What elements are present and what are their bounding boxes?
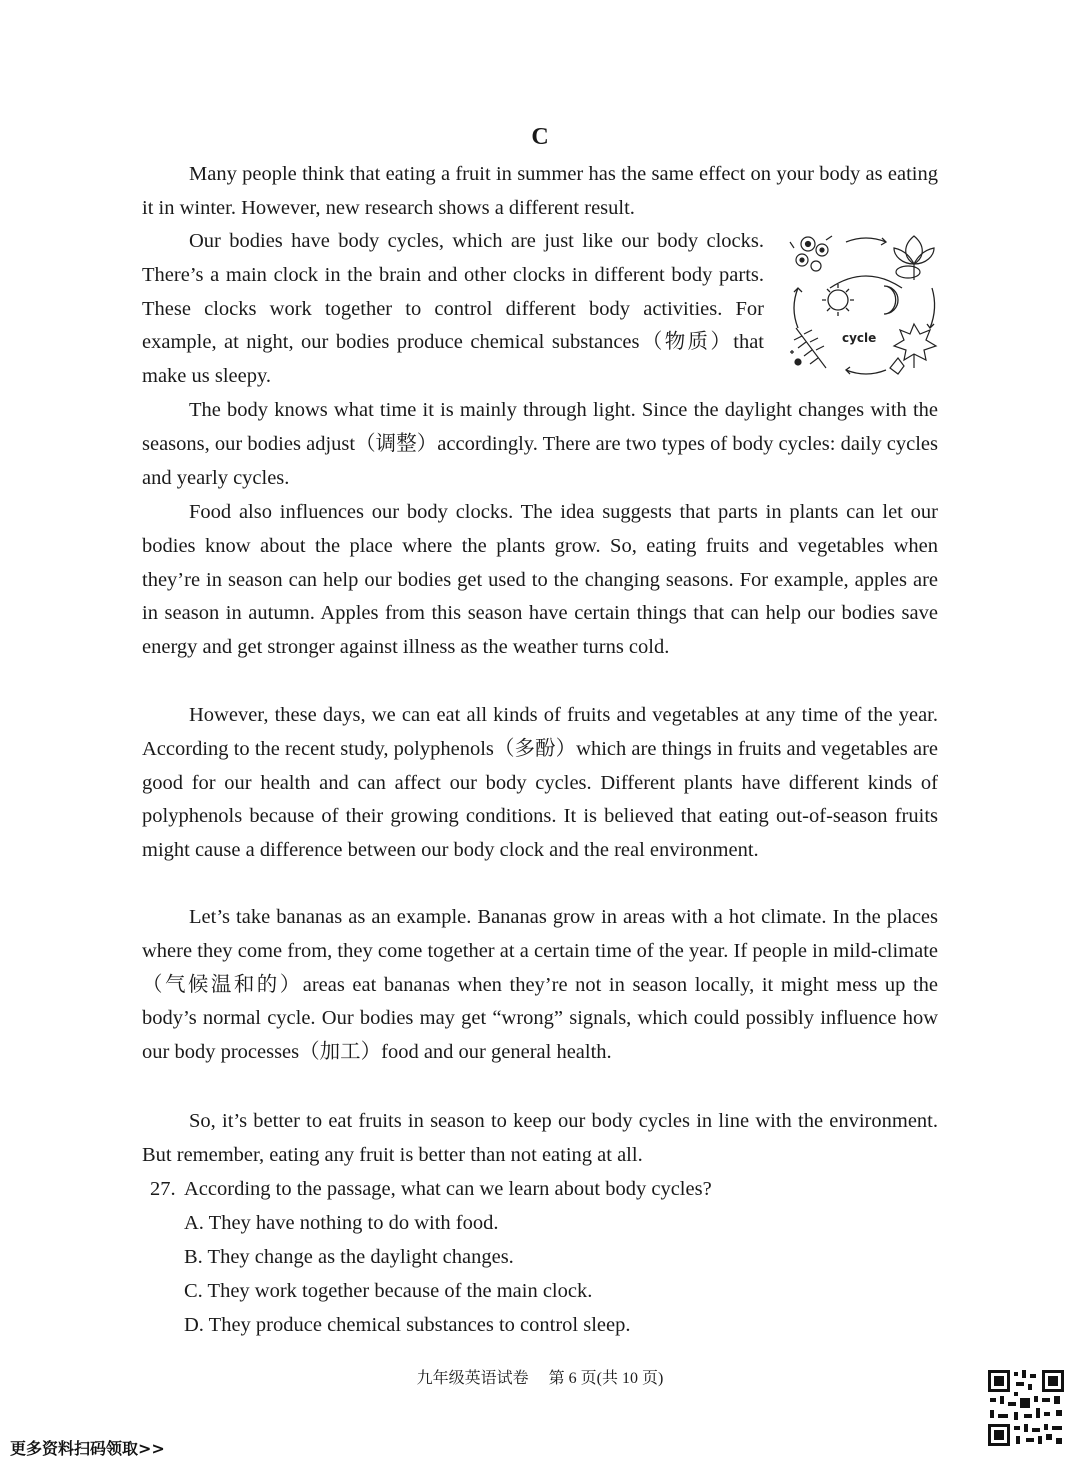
question-27 xyxy=(150,1173,712,1207)
question-number: 27. xyxy=(150,1178,176,1200)
paragraph-2: Our bodies have body cycles, which are just like our body clocks. There’s a main clock in the brain and other clocks in different body parts. These clocks work together to control different body activities. For example, at night, our bodies produce chemical substances（物质）that make us sleepy. xyxy=(142,230,764,388)
sun-icon xyxy=(822,284,854,316)
question-text: According to the passage, what can we learn about body cycles? xyxy=(184,1178,712,1200)
paragraph-4: Food also influences our body clocks. The idea suggests that parts in plants can let our bodies know about the place where the plants grow. So, eating fruits and vegetables when they’re in season can help our bodies get used to the changing seasons. For example, apples are in season in autumn. Apples from this season have certain things that can help our bodies save energy and get stronger against illness as the weather turns cold. xyxy=(142,501,938,659)
maple-leaf-icon xyxy=(890,324,936,374)
qr-code-icon[interactable] xyxy=(986,1368,1066,1448)
option-c: C. They work together because of the main clock. xyxy=(184,1280,593,1302)
flower-icon xyxy=(790,236,832,271)
option-d: D. They produce chemical substances to control sleep. xyxy=(184,1314,631,1336)
cycle-label: cycle xyxy=(842,331,877,345)
lotus-icon xyxy=(894,236,934,280)
option-a: A. They have nothing to do with food. xyxy=(184,1212,499,1234)
exam-title: 九年级英语试卷 xyxy=(416,1370,529,1387)
paragraph-3: The body knows what time it is mainly through light. Since the daylight changes with the seasons, our bodies adjust（调整）accordingly. There are two types of body cycles: daily cycles and yearly cycles. xyxy=(142,399,938,489)
page-number: 第 6 页(共 10 页) xyxy=(548,1370,664,1387)
section-title: C xyxy=(531,124,549,150)
paragraph-6: Let’s take bananas as an example. Bananas grow in areas with a hot climate. In the places where they come from, they come together at a certain time of the year. If people in mild-climate（气候温和的）areas eat bananas when they’re not in season locally, it might mess up the body’s normal cycle. Our bodies may get “wrong” signals, which could possibly influence how our body processes（加工）food and our general health. xyxy=(142,906,938,1064)
pine-branch-icon xyxy=(790,328,826,368)
seasons-cycle-illustration xyxy=(786,228,942,383)
paragraph-7: So, it’s better to eat fruits in season to keep our body cycles in line with the environment. But remember, eating any fruit is better than not eating at all. xyxy=(142,1110,938,1166)
paragraph-5: However, these days, we can eat all kinds of fruits and vegetables at any time of the year. According to the recent study, polyphenols（多酚）which are things in fruits and vegetables are good for our health and can affect our body cycles. Different plants have different kinds of polyphenols because of their growing conditions. It is believed that eating out-of-season fruits might cause a difference between our body clock and the real environment. xyxy=(142,704,938,862)
promo-text[interactable]: 更多资料扫码领取>> xyxy=(10,1439,165,1458)
paragraph-1: Many people think that eating a fruit in summer has the same effect on your body as eating it in winter. However, new research shows a different result. xyxy=(142,163,938,219)
page-footer xyxy=(0,1365,1080,1388)
moon-icon xyxy=(884,286,898,314)
option-b: B. They change as the daylight changes. xyxy=(184,1246,514,1268)
